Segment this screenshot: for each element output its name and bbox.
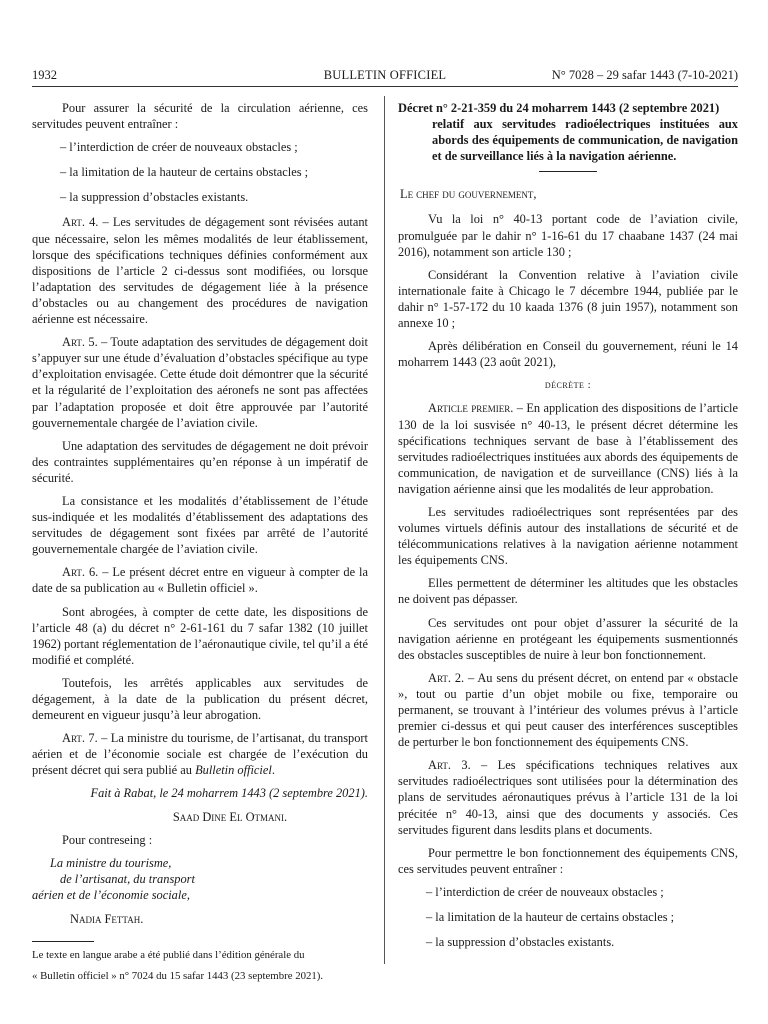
paragraph: Une adaptation des servitudes de dégagement ne doit prévoir des contraintes supplémentaires qu’en réponse à un impératif de sécurité. [32, 438, 368, 485]
paragraph: Les servitudes radioélectriques sont représentées par des volumes virtuels définis autour des installations de sécurité et de télécommunications relatives à la navigation aérienne notamment les équipements CNS. [398, 504, 738, 568]
article-5 [32, 334, 368, 431]
list-item: – la suppression d’obstacles existants. [60, 190, 249, 205]
list-item: – l’interdiction de créer de nouveaux obstacles ; [60, 140, 298, 155]
paragraph: Elles permettent de déterminer les altitudes que les obstacles ne doivent pas dépasser. [398, 576, 738, 607]
title-rule [539, 171, 597, 172]
page-number: 1932 [32, 68, 57, 82]
article-label: Art. 2. [428, 670, 465, 685]
paragraph: La consistance et les modalités d’établissement de l’étude sus-indiquée et les modalités d’établissement des adaptations des servitudes de dégagement sont fixées par arrêté de l’autorité gouvernementale chargée de l’aviation civile. [32, 493, 368, 557]
article-text: – Toute adaptation des servitudes de dégagement doit s’appuyer sur une étude d’évaluation d’obstacles spécifique au type d’exploitation envisagée. Cette étude doit démontrer que la sécurité et la régularité de l’exploitation des aéronefs ne sont pas affectées par l’adaptation proposée et doit être approuvée par l’autorité gouvernementale chargée de l’aviation civile. [32, 335, 368, 430]
article-2 [398, 670, 738, 750]
article-label: Art. 3. [428, 758, 471, 773]
article-text: – En application des dispositions de l’article 130 de la loi susvisée n° 40-13, le présent décret détermine les spécifications techniques servant de base à l’établissement des servitudes radioélectriques instituées aux abords des équipements de communication, de navigation et de surveillance (CNS) liés à la navigation aérienne ainsi que les modalités de leur approbation. [398, 401, 738, 496]
article-6 [32, 564, 368, 596]
left-column [32, 100, 368, 990]
minister-title: aérien et de l’économie sociale, [32, 887, 190, 902]
article-3 [398, 757, 738, 837]
article-text: – Les spécifications techniques relatives aux servitudes radioélectriques sont utilisées pour la détermination des plans de servitudes aéronautiques prévus à l’article 131 de la loi précitée n° 40-13, ainsi que des documents y associés. Ces servitudes figurent dans lesdits plans et documents. [398, 758, 738, 837]
paragraph: Après délibération en Conseil du gouvernement, réuni le 14 moharrem 1443 (23 août 2021), [398, 339, 738, 370]
article-label: Art. 5. [62, 335, 98, 350]
decrete-heading: décrète : [544, 379, 592, 392]
decree-title-first: Décret n° 2-21-359 du 24 moharrem 1443 (2 septembre 2021) [398, 101, 720, 115]
list-item: – la limitation de la hauteur de certains obstacles ; [60, 165, 309, 180]
article-4 [32, 214, 368, 327]
chef-gouvernement: Le chef du gouvernement, [400, 187, 537, 202]
paragraph: Ces servitudes ont pour objet d’assurer la sécurité de la navigation aérienne en protégeant les équipements susmentionnés des obstacles susceptibles de nuire à leur bon fonctionnement. [398, 615, 738, 662]
paragraph: Toutefois, les arrêtés applicables aux servitudes de dégagement, à la date de la publication du présent décret, demeurent en vigueur jusqu’à leur abrogation. [32, 675, 368, 723]
article-7 [32, 730, 368, 778]
list-item: – la suppression d’obstacles existants. [426, 935, 615, 950]
publication-title: BULLETIN OFFICIEL [323, 68, 447, 82]
article-1 [398, 400, 738, 497]
footnote: Le texte en langue arabe a été publié dans l’édition générale du [32, 949, 305, 962]
footnote: « Bulletin officiel » n° 7024 du 15 safar 1443 (23 septembre 2021). [32, 970, 324, 983]
issue-number: N° 7028 – 29 safar 1443 (7-10-2021) [551, 68, 738, 82]
paragraph: Pour assurer la sécurité de la circulation aérienne, ces servitudes peuvent entraîner : [32, 101, 368, 132]
minister-name: Nadia Fettah. [70, 912, 144, 927]
decree-title [398, 100, 738, 164]
contreseing: Pour contreseing : [62, 832, 153, 847]
minister-title: La ministre du tourisme, [50, 855, 172, 870]
signature-date: Fait à Rabat, le 24 moharrem 1443 (2 septembre 2021). [90, 786, 368, 801]
paragraph: Considérant la Convention relative à l’aviation civile internationale faite à Chicago le 7 décembre 1944, publiée par le dahir n° 1-57-172 du 10 kaada 1376 (8 juin 1957), notamment son annexe 10 ; [398, 267, 738, 331]
column-divider [384, 96, 385, 964]
list-item: – la limitation de la hauteur de certains obstacles ; [426, 910, 675, 925]
signatory-name: Saad Dine El Otmani. [172, 809, 288, 824]
minister-title: de l’artisanat, du transport [60, 871, 195, 886]
article-label: Art. 7. [62, 731, 98, 746]
paragraph: Sont abrogées, à compter de cette date, les dispositions de l’article 48 (a) du décret n° 2-61-161 du 7 safar 1382 (10 juillet 1962) portant réglementation de l’aéronautique civile, tel qu’il a été modifié et complété. [32, 604, 368, 667]
paragraph: Pour permettre le bon fonctionnement des équipements CNS, ces servitudes peuvent entraîner : [398, 845, 738, 876]
article-label: Art. 4. [62, 215, 99, 230]
article-text: – La ministre du tourisme, de l’artisanat, du transport aérien et de l’économie sociale est chargée de l’exécution du présent décret qui sera publié au [32, 731, 368, 778]
article-text: – Le présent décret entre en vigueur à compter de la date de sa publication au « Bulletin officiel ». [32, 565, 368, 596]
article-label: Article premier. [428, 401, 514, 416]
header-rule [32, 86, 738, 87]
right-column [398, 100, 738, 959]
article-text: – Au sens du présent décret, on entend par « obstacle », tout ou partie d’un objet mobile ou fixe, temporaire ou permanent, se trouvant à l’intérieur des volumes prévus à l’article premier ci-dessus et qui peut causer des interférences susceptibles de perturber le bon fonctionnement des équipements CNS. [398, 670, 738, 750]
decree-title-rest: relatif aux servitudes radioélectriques instituées aux abords des équipements de communication, de navigation et de surveillance liés à la navigation aérienne. [432, 117, 738, 164]
bulletin-officiel-ref: Bulletin officiel [195, 763, 272, 778]
page-header [32, 66, 738, 84]
article-label: Art. 6. [62, 565, 99, 580]
article-end: . [271, 763, 275, 778]
paragraph: Vu la loi n° 40-13 portant code de l’aviation civile, promulguée par le dahir n° 1-16-61 du 17 chaabane 1437 (24 mai 2016), notamment son article 130 ; [398, 212, 738, 259]
footnote-rule [32, 941, 94, 942]
article-text: – Les servitudes de dégagement sont révisées autant que nécessaire, selon les mêmes modalités de leur établissement, lorsque des spécifications techniques définies conformément aux dispositions de l’article 2 ci-dessus sont modifiées, ou lorsque l’adaptation des servitudes de dégagement liée à la présence d’obstacles ou au changement des procédures de navigation aérienne est nécessaire. [32, 215, 369, 327]
list-item: – l’interdiction de créer de nouveaux obstacles ; [426, 884, 664, 899]
